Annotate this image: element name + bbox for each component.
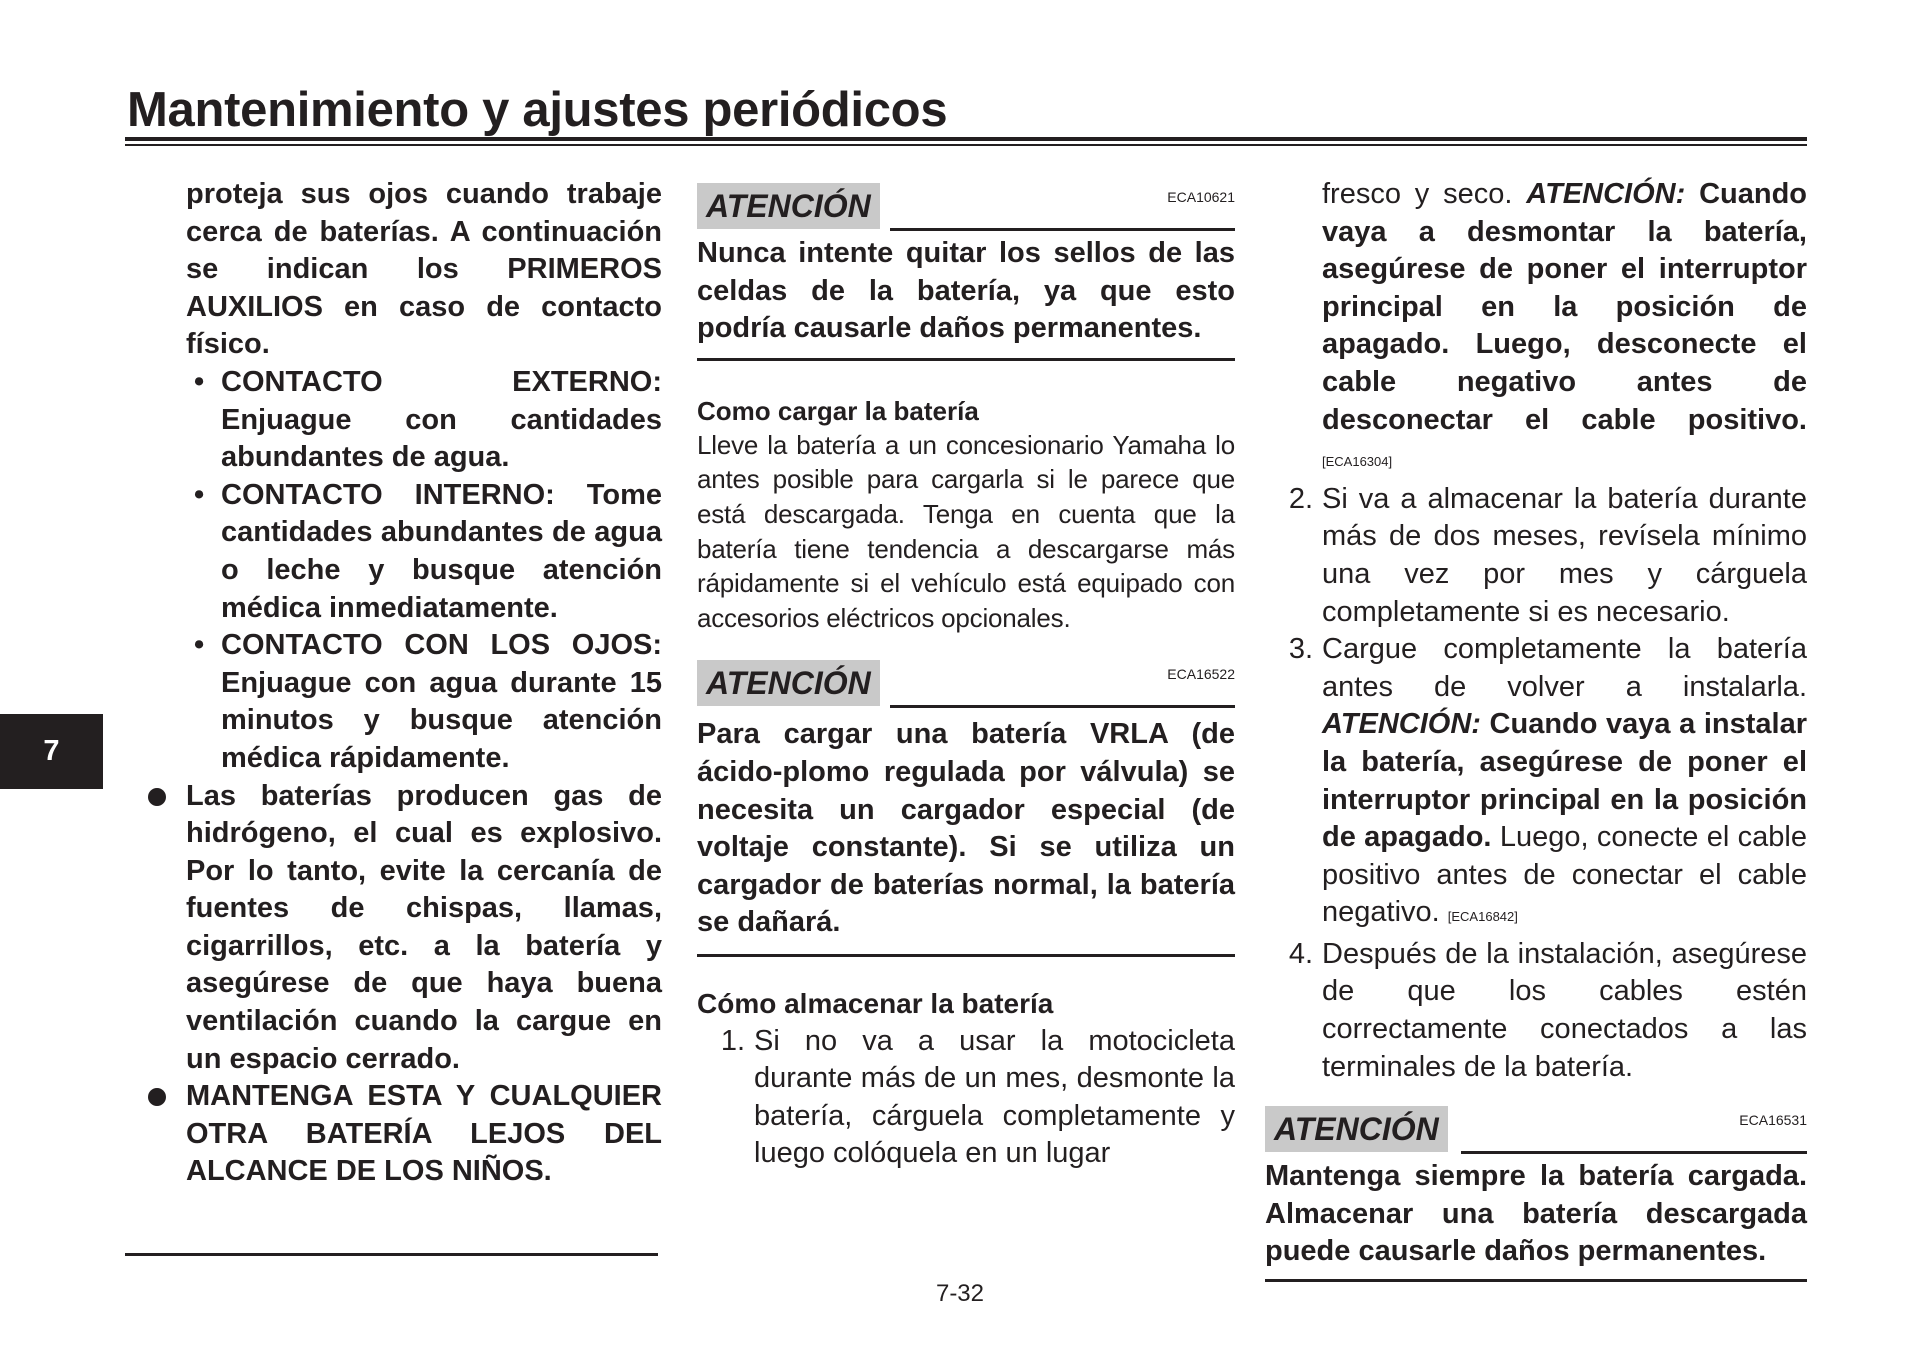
attention-code: [ECA16304] <box>1322 454 1393 470</box>
store-steps-list-cont <box>1265 176 1807 1086</box>
attention-code: ECA10621 <box>1167 189 1235 205</box>
step-number: 3. <box>1288 633 1313 666</box>
store-step-1-cont <box>1265 176 1807 481</box>
title-double-rule <box>125 137 1807 148</box>
page-number: 7-32 <box>935 1280 985 1307</box>
step-text: Si no va a usar la motocicleta durante más de un mes, desmonte la batería, cárguela completamente y luego colóquela en un lugar <box>754 1024 1235 1170</box>
step-text-2: Luego, conecte el cable positivo antes de conectar el cable negativo. <box>1322 821 1808 929</box>
contact-internal-text: Tome cantidades abundantes de agua o leche y busque atención médica inmediatamente. <box>221 478 662 624</box>
children-warning-text: MANTENGA ESTA Y CUALQUIER OTRA BATERÍA LEJOS DEL ALCANCE DE LOS NIÑOS. <box>186 1080 662 1188</box>
contact-eyes-head: CONTACTO CON LOS OJOS: <box>221 629 662 662</box>
hydrogen-warning <box>186 778 662 1079</box>
store-section-title: Cómo almacenar la batería <box>697 987 1054 1019</box>
attention-rule <box>890 228 1235 231</box>
step-text: Cargue completamente la batería antes de volver a instalarla. <box>1322 633 1807 703</box>
children-warning <box>186 1078 662 1191</box>
bullet-dot-icon: • <box>194 365 205 398</box>
contact-external-item <box>186 364 662 477</box>
inline-attention-label: ATENCIÓN: <box>1526 178 1686 210</box>
attention-code: ECA16522 <box>1167 666 1235 683</box>
store-step-3 <box>1265 631 1807 936</box>
attention-label: ATENCIÓN <box>697 660 880 706</box>
attention-code: [ECA16842] <box>1447 909 1518 925</box>
contact-external-head: CONTACTO EXTERNO: <box>221 365 662 398</box>
store-step-4 <box>1265 936 1807 1086</box>
step-number: 4. <box>1288 937 1313 970</box>
bullet-disc-icon <box>148 1088 166 1106</box>
chapter-tab: 7 <box>0 714 103 789</box>
attention-code: ECA16531 <box>1739 1112 1807 1129</box>
bullet-disc-icon <box>148 788 166 806</box>
step-text-cont: fresco y seco. <box>1322 178 1513 210</box>
attention-label: ATENCIÓN <box>697 183 880 229</box>
attention-box-storage <box>1265 1106 1807 1282</box>
attention-text: Para cargar una batería VRLA (de ácido-plomo regulada por válvula) se necesita un cargador especial (de voltaje constante). Si se utiliza un cargador de baterías normal, la batería se dañará. <box>697 718 1235 939</box>
attention-rule <box>1461 1151 1807 1154</box>
contact-eyes-item <box>186 627 662 777</box>
attention-text: Nunca intente quitar los sellos de las celdas de la batería, ya que esto podría causarle daños permanentes. <box>697 237 1235 345</box>
attention-text: Mantenga siempre la batería cargada. Almacenar una batería descargada puede causarle daños permanentes. <box>1265 1160 1807 1268</box>
charge-section-text: Lleve la batería a un concesionario Yamaha lo antes posible para cargarla si le parece que está descargada. Tenga en cuenta que la batería tiene tendencia a descargarse más rápidamente si el vehículo está equipado con accesorios eléctricos opcionales. <box>697 429 1235 633</box>
contact-internal-head: CONTACTO INTERNO: <box>221 478 555 511</box>
contact-list <box>186 364 662 778</box>
hydrogen-warning-text: Las baterías producen gas de hidrógeno, el cual es explosivo. Por lo tanto, evite la cercanía de fuentes de chispas, llamas, cigarrillos, etc. a la batería y asegúrese de que haya buena ventilación cuando la cargue en un espacio cerrado. <box>186 779 662 1075</box>
attention-rule <box>890 705 1235 708</box>
contact-external-text: Enjuague con cantidades abundantes de agua. <box>221 403 662 474</box>
contact-eyes-text: Enjuague con agua durante 15 minutos y busque atención médica rápidamente. <box>221 666 662 774</box>
step-number: 1. <box>720 1024 745 1057</box>
step-text: Si va a almacenar la batería durante más de dos meses, revísela mínimo una vez por mes y cárguela completamente si es necesario. <box>1322 482 1807 628</box>
column-2 <box>697 183 1235 1173</box>
column-1-end-rule <box>125 1253 658 1256</box>
store-step-2 <box>1265 481 1807 631</box>
column-1 <box>186 176 662 1191</box>
inline-attention-text: Cuando vaya a desmontar la batería, asegúrese de poner el interruptor principal en la posición de apagado. Luego, desconecte el cable negativo antes de desconectar el cable positivo. <box>1322 178 1807 436</box>
first-aid-intro: proteja sus ojos cuando trabaje cerca de baterías. A continuación se indican los PRIMEROS AUXILIOS en caso de contacto físico. <box>186 178 662 361</box>
attention-label: ATENCIÓN <box>1265 1106 1448 1152</box>
charge-section-title: Como cargar la batería <box>697 395 979 426</box>
contact-internal-item <box>186 477 662 627</box>
store-steps-list <box>697 1023 1235 1173</box>
column-3 <box>1265 176 1807 1282</box>
page-title: Mantenimiento y ajustes periódicos <box>127 83 948 137</box>
store-step-1 <box>697 1023 1235 1173</box>
inline-attention-text: Cuando vaya a instalar la batería, asegúrese de poner el interruptor principal en la posición de apagado. <box>1322 708 1807 854</box>
bullet-dot-icon: • <box>194 629 205 662</box>
attention-box-seals <box>697 183 1235 361</box>
inline-attention-label: ATENCIÓN: <box>1322 708 1481 741</box>
attention-box-vrla <box>697 660 1235 957</box>
warning-bullets <box>186 778 662 1192</box>
step-number: 2. <box>1288 482 1313 515</box>
bullet-dot-icon: • <box>194 478 205 511</box>
step-text: Después de la instalación, asegúrese de que los cables estén correctamente conectados a las terminales de la batería. <box>1322 937 1807 1083</box>
